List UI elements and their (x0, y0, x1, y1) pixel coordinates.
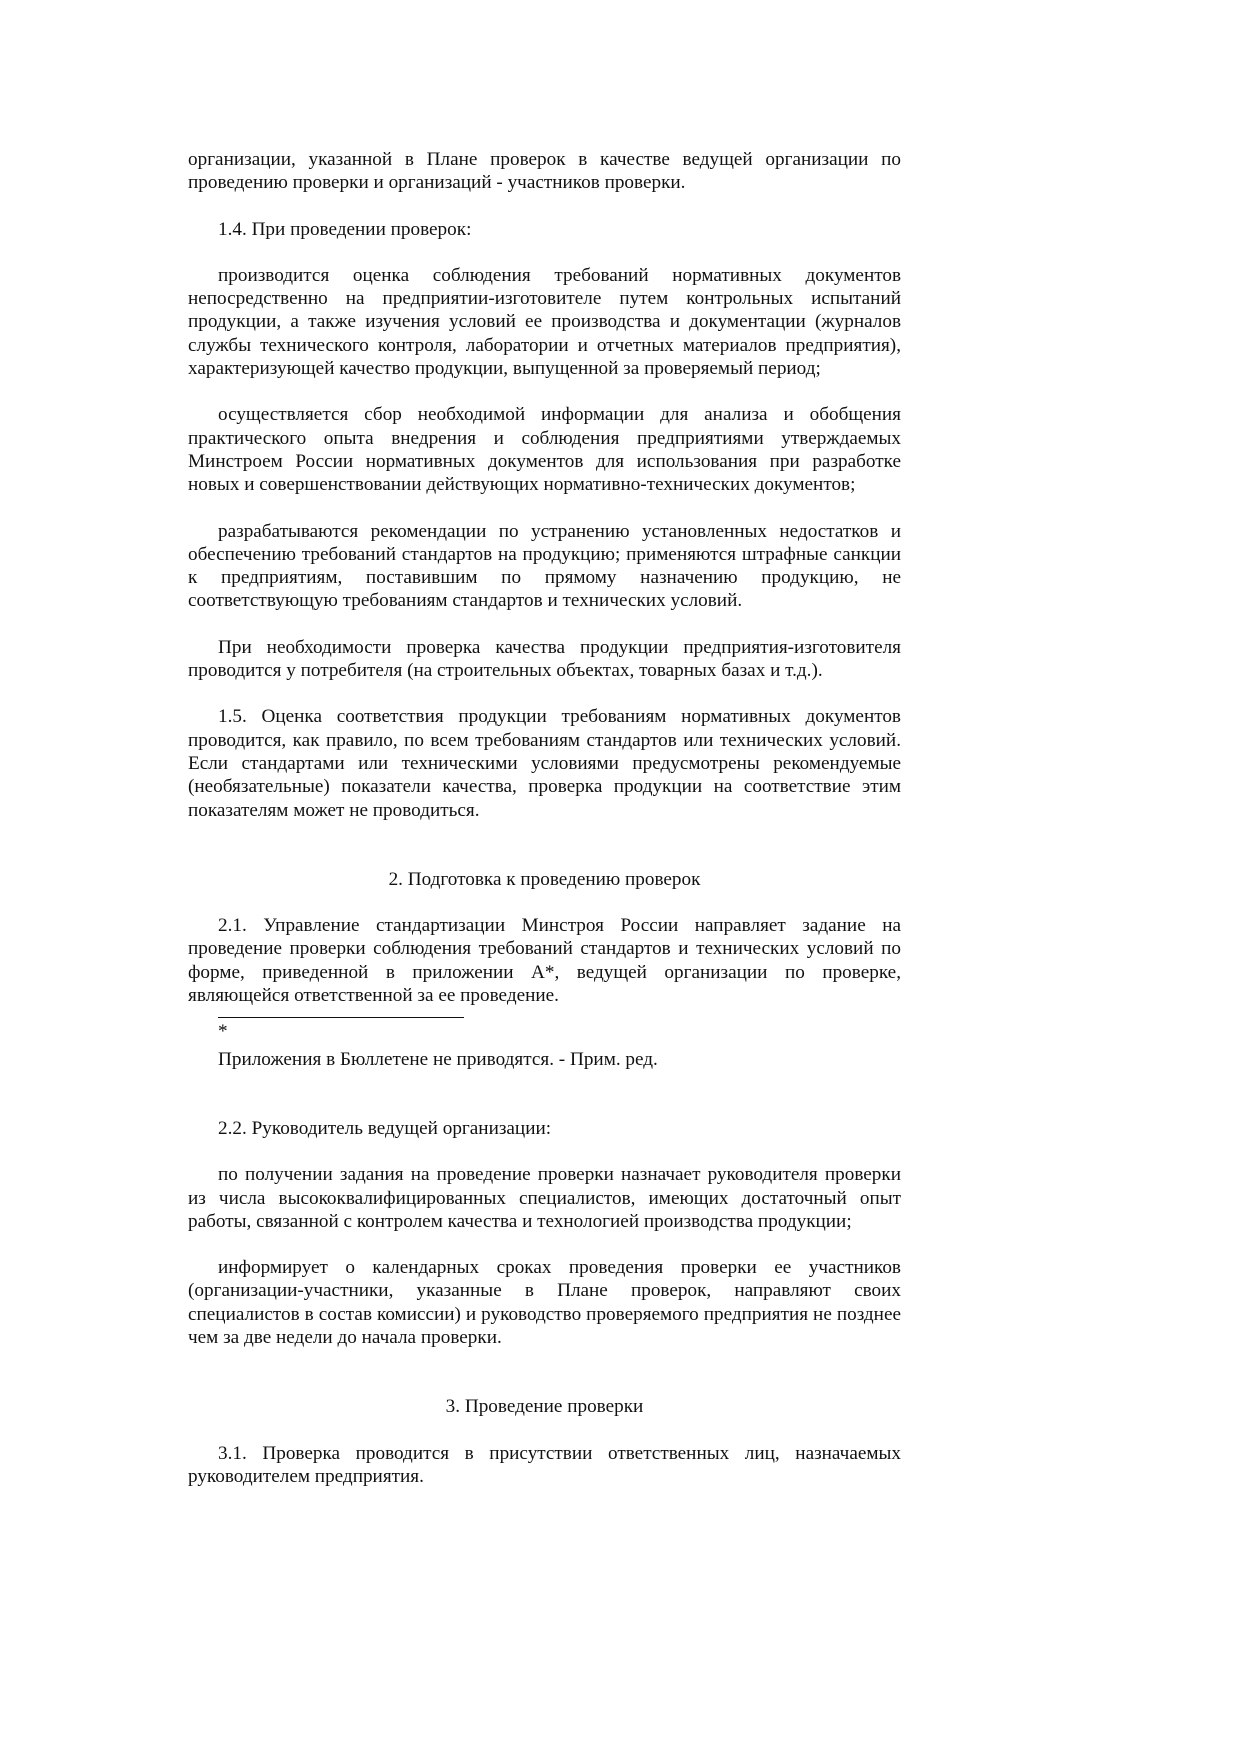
paragraph-1-4-b: осуществляется сбор необходимой информации для анализа и обобщения практического опыта внедрения и соблюдения предприятиями утверждаемых Минстроем России нормативных документов для использования при разработке новых и совершенствовании действующих нормативно-технических документов; (188, 404, 901, 496)
paragraph-1-4: 1.4. При проведении проверок: (218, 218, 472, 240)
paragraph-1-4-d: При необходимости проверка качества продукции предприятия-изготовителя проводится у потребителя (на строительных объектах, товарных базах и т.д.). (188, 636, 901, 682)
paragraph-1-4-c: разрабатываются рекомендации по устранению установленных недостатков и обеспечению требований стандартов на продукцию; применяются штрафные санкции к предприятиям, поставившим по прямому назначению продукцию, не соответствующую требованиям стандартов и технических условий. (188, 520, 901, 612)
paragraph-continuation: организации, указанной в Плане проверок в качестве ведущей организации по проведению проверки и организаций - участников проверки. (188, 149, 901, 194)
footnote-mark: * (218, 1021, 228, 1043)
paragraph-2-1: 2.1. Управление стандартизации Минстроя России направляет задание на проведение проверки соблюдения требований стандартов и технических условий по форме, приведенной в приложении А*, ведущей организации по проверке, являющейся ответственной за ее проведение. (188, 915, 901, 1007)
paragraph-2-2-a: по получении задания на проведение проверки назначает руководителя проверки из числа высококвалифицированных специалистов, имеющих достаточный опыт работы, связанной с контролем качества и технологией производства продукции; (188, 1164, 901, 1232)
paragraph-2-2: 2.2. Руководитель ведущей организации: (218, 1117, 552, 1139)
footnote-text: Приложения в Бюллетене не приводятся. - Прим. ред. (218, 1048, 658, 1070)
paragraph-1-4-a: производится оценка соблюдения требований нормативных документов непосредственно на предприятии-изготовителе путем контрольных испытаний продукции, а также изучения условий ее производства и документации (журналов службы технического контроля, лаборатории и отчетных материалов предприятия), характеризующей качество продукции, выпущенной за проверяемый период; (188, 264, 901, 380)
section-heading-3: 3. Проведение проверки (445, 1396, 644, 1418)
paragraph-3-1: 3.1. Проверка проводится в присутствии ответственных лиц, назначаемых руководителем предприятия. (188, 1442, 901, 1487)
document-page (188, 148, 901, 1488)
section-heading-2: 2. Подготовка к проведению проверок (388, 868, 701, 890)
paragraph-2-2-b: информирует о календарных сроках проведения проверки ее участников (организации-участники, указанные в Плане проверок, направляют своих специалистов в состав комиссии) и руководство проверяемого предприятия не позднее чем за две недели до начала проверки. (188, 1257, 901, 1348)
footnote-divider (218, 1017, 464, 1018)
paragraph-1-5: 1.5. Оценка соответствия продукции требованиям нормативных документов проводится, как правило, по всем требованиям стандартов или технических условий. Если стандартами или техническими условиями предусмотрены рекомендуемые (необязательные) показатели качества, проверка продукции на соответствие этим показателям может не проводиться. (188, 706, 901, 821)
